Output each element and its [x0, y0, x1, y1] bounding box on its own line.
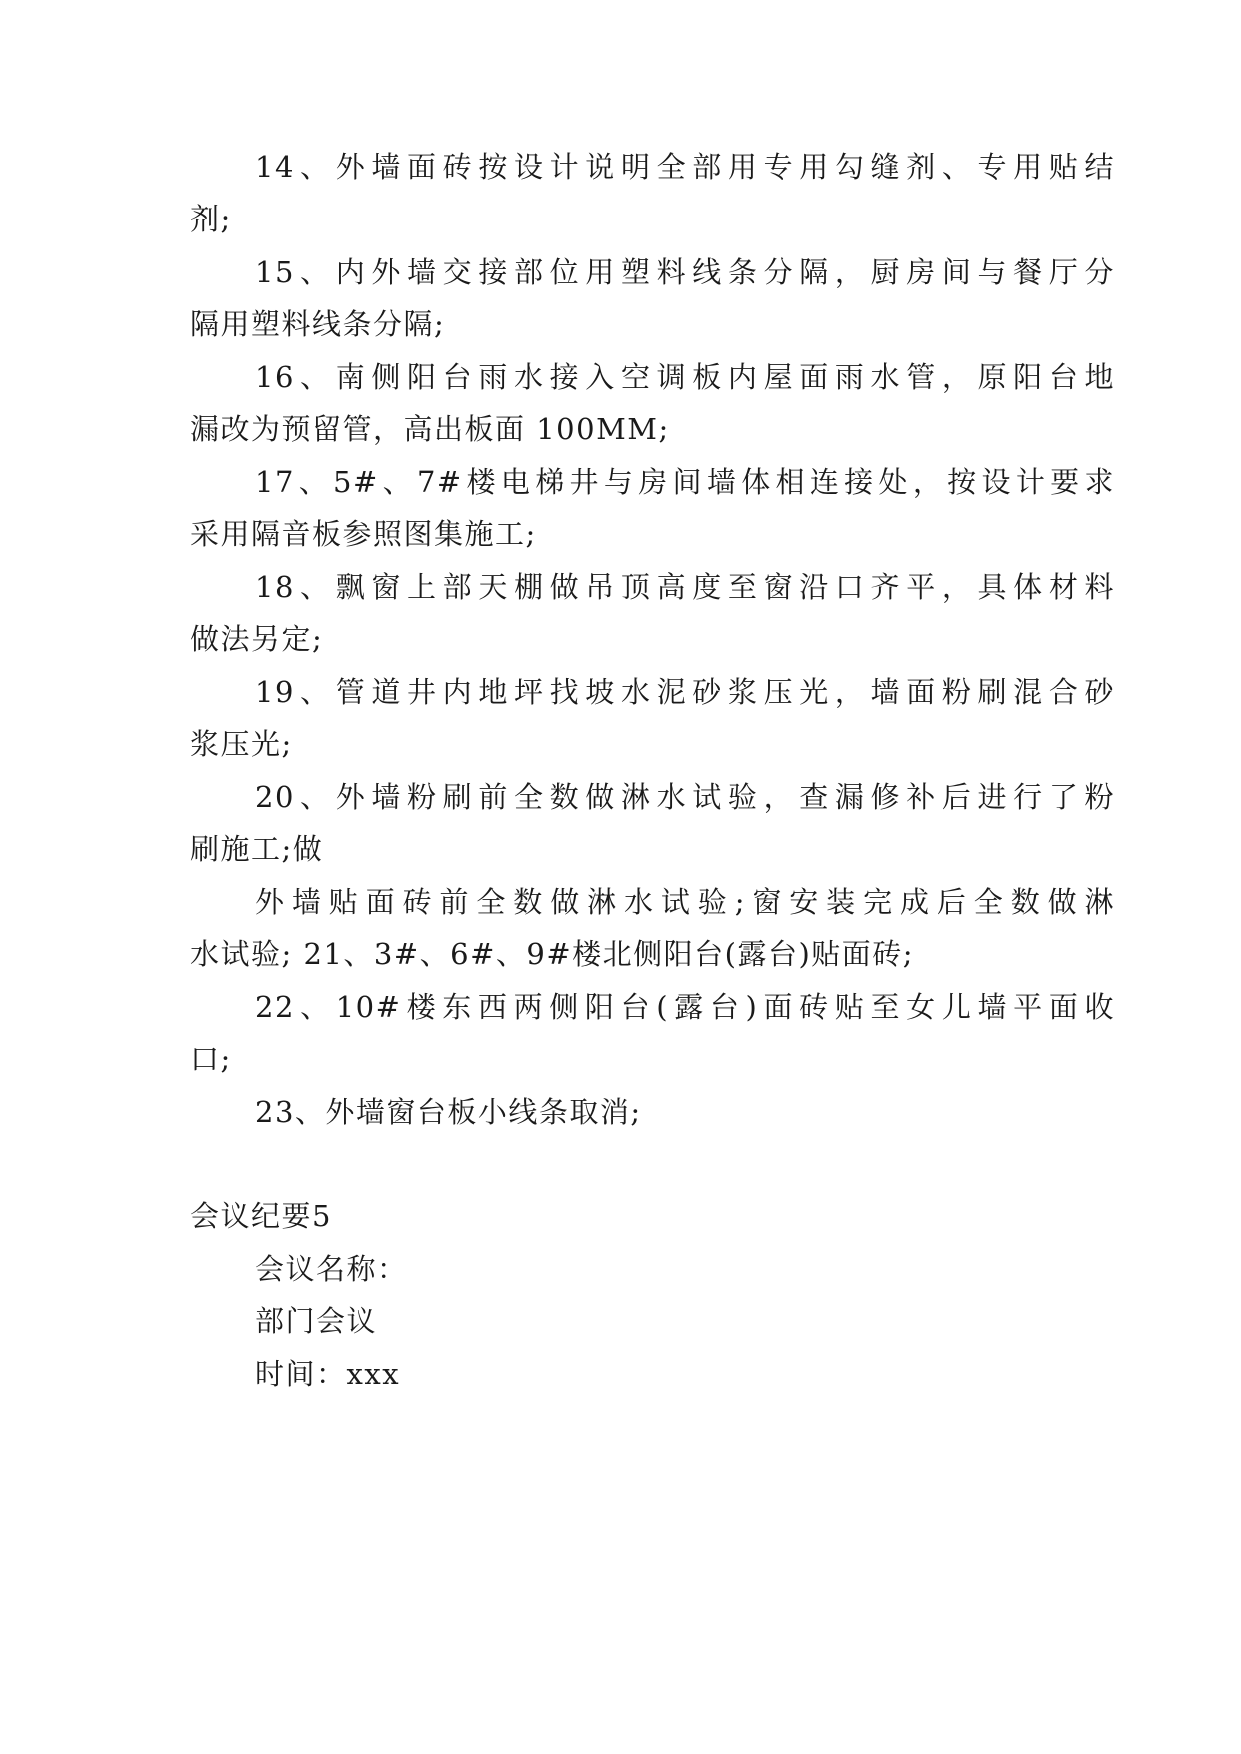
item-14-line-2: 剂; — [190, 202, 232, 236]
item-19-line-1: 19、管道井内地坪找坡水泥砂浆压光，墙面粉刷混合砂 — [255, 675, 1115, 709]
item-20-line-2: 刷施工;做 — [190, 832, 324, 866]
meeting-name-value: 部门会议 — [255, 1304, 378, 1338]
item-17-line-2: 采用隔音板参照图集施工; — [190, 517, 537, 551]
item-16-line-1: 16、南侧阳台雨水接入空调板内屋面雨水管，原阳台地 — [255, 360, 1115, 394]
item-20-line-3: 外墙贴面砖前全数做淋水试验;窗安装完成后全数做淋 — [255, 885, 1115, 919]
meeting-name-label: 会议名称： — [255, 1252, 408, 1286]
item-15-line-1: 15、内外墙交接部位用塑料线条分隔，厨房间与餐厅分 — [255, 255, 1115, 289]
item-22-line-1: 22、10#楼东西两侧阳台(露台)面砖贴至女儿墙平面收 — [255, 990, 1115, 1024]
item-22-line-2: 口; — [190, 1042, 232, 1076]
item-18-line-2: 做法另定; — [190, 622, 324, 656]
item-21-line: 水试验; 21、3#、6#、9#楼北侧阳台(露台)贴面砖; — [190, 937, 915, 971]
item-14-line-1: 14、外墙面砖按设计说明全部用专用勾缝剂、专用贴结 — [255, 150, 1115, 184]
item-23-line: 23、外墙窗台板小线条取消; — [255, 1095, 642, 1129]
meeting-time: 时间：xxx — [255, 1357, 401, 1391]
item-19-line-2: 浆压光; — [190, 727, 293, 761]
item-20-line-1: 20、外墙粉刷前全数做淋水试验，查漏修补后进行了粉 — [255, 780, 1115, 814]
item-17-line-1: 17、5#、7#楼电梯井与房间墙体相连接处，按设计要求 — [255, 465, 1115, 499]
item-15-line-2: 隔用塑料线条分隔; — [190, 307, 446, 341]
item-18-line-1: 18、飘窗上部天棚做吊顶高度至窗沿口齐平，具体材料 — [255, 570, 1115, 604]
item-16-line-2: 漏改为预留管，高出板面 100MM; — [190, 412, 670, 446]
section-title: 会议纪要5 — [190, 1199, 332, 1233]
